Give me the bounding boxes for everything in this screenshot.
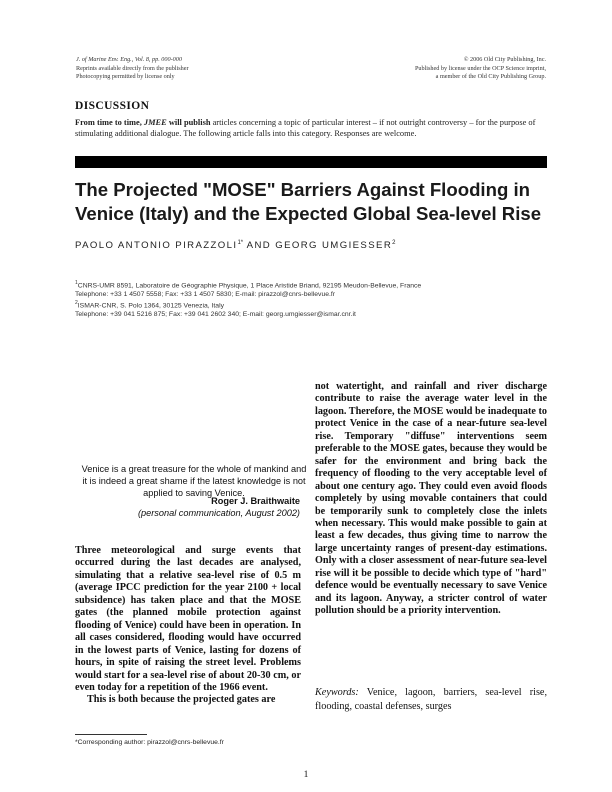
- epigraph-quote: Venice is a great treasure for the whole of mankind and it is indeed a great shame if the latest knowledge is not applied to saving Venice.: [81, 464, 307, 498]
- photocopy-line: Photocopying permitted by license only: [76, 73, 175, 81]
- keywords-label: Keywords:: [315, 687, 359, 698]
- intro-rest: articles concerning a topic of particular interest – if not outright controversy – for the purpose of stimulating additional dialogue. The following article falls into this category. Responses are welcome.: [75, 118, 536, 138]
- affiliation-1-mark: 1: [75, 280, 78, 286]
- corresponding-author-footnote: *Corresponding author: pirazzol@cnrs-bellevue.fr: [75, 739, 224, 746]
- publisher-notice: [306, 56, 546, 82]
- author-line: [75, 240, 545, 251]
- keywords-list: Venice, lagoon, barriers, sea-level rise, flooding, coastal defenses, surges: [315, 687, 547, 712]
- epigraph-source: (personal communication, August 2002): [137, 508, 300, 518]
- affiliation-1-contact: Telephone: +33 1 4507 5558; Fax: +33 1 4507 5830; E-mail: pirazzol@cnrs-bellevue.fr: [75, 291, 336, 299]
- keywords: [315, 686, 547, 713]
- page-number: 1: [303, 770, 309, 780]
- affiliation-2-mark: 2: [75, 300, 78, 306]
- author-2: GEORG UMGIESSER: [275, 240, 393, 252]
- intro-lead: From time to time,: [75, 118, 144, 127]
- author-1: PAOLO ANTONIO PIRAZZOLI: [75, 240, 238, 252]
- abstract-paragraph-2-start: This is both because the projected gates are: [87, 694, 276, 706]
- journal-citation: [76, 56, 296, 82]
- epigraph-author: Roger J. Braithwaite: [211, 496, 300, 506]
- intro-journal: JMEE: [143, 118, 167, 127]
- reprints-line: Reprints available directly from the publisher: [76, 64, 189, 72]
- journal-line: J. of Marine Env. Eng., Vol. 8, pp. 000-000: [76, 56, 182, 63]
- abstract-paragraph-2-continued: not watertight, and rainfall and river discharge contribute to raise the average water level in the lagoon. Therefore, the MOSE would be inadequate to protect Venice in the case of a near-future sea-level rise. Temporary "diffuse" interventions seem preferable to the MOSE gates, because they would be safer for the environment and bring back the frequency of flooding to the very acceptable level of about one century ago. They could even avoid floods completely by using movable containers that could be temporarily sunk to completely close the inlets when necessary. This would make possible to gain at least a few decades, thus giving time to narrow the large uncertainty ranges of present-day estimations. Only with a closer assessment of near-future sea-level rise will it be possible to decide which type of "hard" defence would be eventually necessary to save Venice and its lagoon. Anyway, a stricter control of water pollution should be a priority intervention.: [315, 381, 547, 617]
- publisher-group-line: a member of the Old City Publishing Group.: [435, 73, 546, 81]
- section-rule: [75, 156, 547, 168]
- copyright-line: © 2006 Old City Publishing, Inc.: [463, 56, 546, 63]
- article-title: The Projected "MOSE" Barriers Against Flooding in Venice (Italy) and the Expected Global Sea-level Rise: [75, 179, 542, 224]
- affiliation-2: [75, 299, 545, 319]
- affiliation-1: [75, 279, 545, 299]
- abstract-right-column: [315, 381, 547, 618]
- abstract-left-column: [75, 545, 301, 707]
- section-intro: [75, 117, 545, 139]
- author-and: AND: [243, 240, 276, 252]
- abstract-paragraph-1: Three meteorological and surge events that occurred during the last decades are analysed, simulating that a relative sea-level rise of 0.5 m (average IPCC prediction for the year 2100 + local subsidence) has taken place and that the MOSE gates (the planned mobile protection against flooding of Venice) could have been in operation. In all cases considered, flooding would have occurred in the lowest parts of Venice, lasting for dozens of hours, in spite of raising the street level. Problems would start for a sea-level rise of about 20-30 cm, or even today for a repetition of the 1966 event.: [75, 545, 301, 693]
- intro-bold-tail: will publish: [166, 118, 211, 127]
- license-line: Published by license under the OCP Science imprint,: [414, 64, 546, 72]
- author-2-mark: 2: [392, 240, 396, 246]
- section-label: DISCUSSION: [75, 100, 150, 112]
- affiliation-2-contact: Telephone: +39 041 5216 875; Fax: +39 041 2602 340; E-mail: georg.umgiesser@ismar.cnr.it: [75, 311, 356, 319]
- author-1-mark: 1*: [237, 240, 244, 246]
- affiliation-1-address: CNRS-UMR 8591, Laboratoire de Géographie Physique, 1 Place Aristide Briand, 92195 Meudon-Bellevue, France: [77, 282, 422, 290]
- footnote-rule: [75, 734, 147, 735]
- affiliation-2-address: ISMAR-CNR, S. Polo 1364, 30125 Venezia, Italy: [77, 302, 224, 310]
